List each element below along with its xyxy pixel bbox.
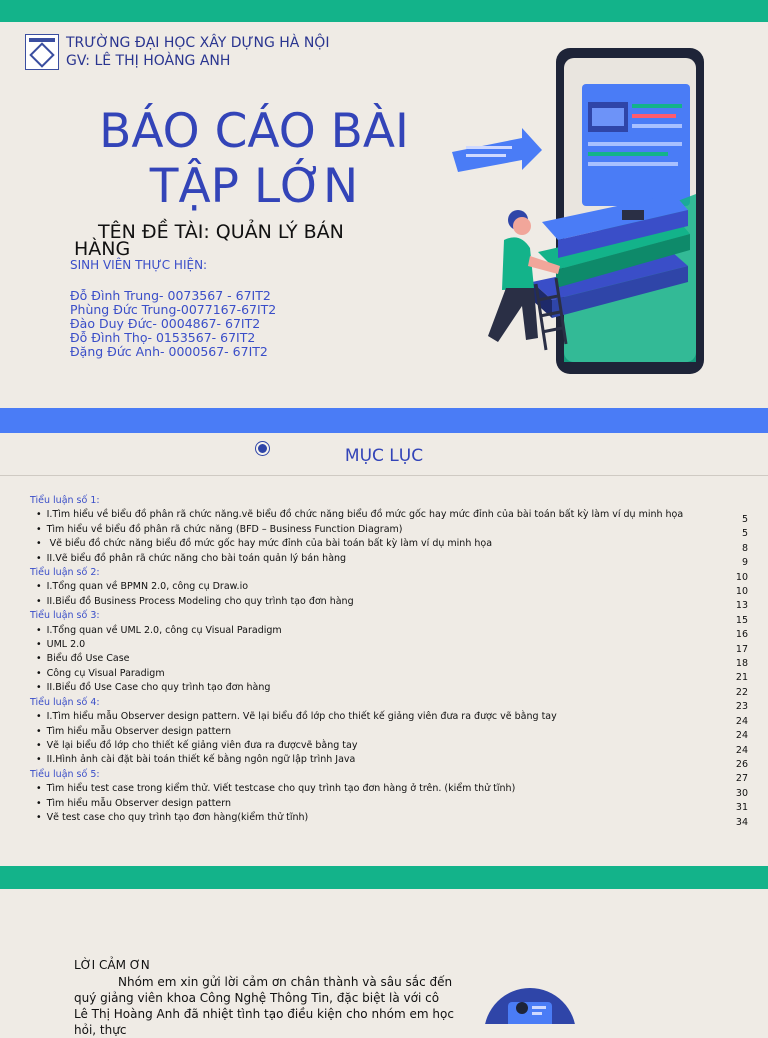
toc-entry[interactable]: • Vẽ test case cho quy trình tạo đơn hàng(kiểm thử tĩnh): [30, 811, 730, 825]
toc-entry[interactable]: • Biểu đồ Use Case: [30, 652, 730, 666]
toc-entry[interactable]: • I.Tổng quan về UML 2.0, công cụ Visual Paradigm: [30, 624, 730, 638]
toc-page-number: 17: [735, 643, 748, 655]
toc-page-number: 5: [741, 514, 748, 525]
report-title: [60, 104, 448, 214]
member-list: [70, 289, 276, 359]
toc-page-number: 24: [735, 730, 748, 742]
toc-entry[interactable]: • I.Tìm hiểu về biểu đồ phân rã chức năng.vẽ biểu đồ chức năng biểu đồ mức gốc hay mức đỉnh của bài toán bất kỳ làm ví dụ minh họa: [30, 508, 730, 522]
member-item: Đỗ Đình Trung- 0073567 - 67IT2: [70, 288, 271, 303]
toc-section-heading[interactable]: Tiểu luận số 1:: [30, 495, 100, 506]
toc-entry[interactable]: • I.Tổng quan về BPMN 2.0, công cụ Draw.io: [30, 580, 730, 594]
toc-entry[interactable]: • Vẽ lại biểu đồ lớp cho thiết kế giảng viên đưa ra đượcvẽ bằng tay: [30, 739, 730, 753]
toc-page-number: 30: [735, 787, 748, 799]
toc-page-number: 10: [735, 571, 748, 583]
toc-entry[interactable]: • Vẽ biểu đồ chức năng biểu đồ mức gốc hay mức đỉnh của bài toán bất kỳ làm ví dụ minh họa: [30, 537, 730, 551]
university-logo: [25, 34, 59, 70]
toc-entry[interactable]: • II.Hình ảnh cài đặt bài toán thiết kế bằng ngôn ngữ lập trình Java: [30, 753, 730, 767]
toc-page-number: 23: [735, 701, 748, 713]
toc-page-number: 16: [735, 629, 748, 641]
toc-page-number: 5: [741, 528, 748, 540]
school-header: [66, 34, 329, 70]
toc-entry[interactable]: • Tìm hiểu về biểu đồ phân rã chức năng (BFD – Business Function Diagram): [30, 523, 730, 537]
toc-page-number: 8: [741, 542, 748, 554]
bottom-accent-bar: [0, 866, 768, 889]
toc-entry[interactable]: • UML 2.0: [30, 638, 730, 652]
toc-page-number: 18: [735, 658, 748, 670]
toc-page-number: 24: [735, 744, 748, 756]
members-label: SINH VIÊN THỰC HIỆN:: [70, 258, 208, 272]
toc-entry[interactable]: • I.Tìm hiểu mẫu Observer design pattern. Vẽ lại biểu đồ lớp cho thiết kế giảng viên đưa ra được vẽ bằng tay: [30, 710, 730, 724]
toc-page-numbers: [718, 513, 748, 830]
report-title-line1: BÁO CÁO BÀI: [99, 104, 409, 159]
toc-page-number: 10: [735, 586, 748, 598]
thanks-body: Nhóm em xin gửi lời cảm ơn chân thành và sâu sắc đến quý giảng viên khoa Công Nghệ Thông Tin, đặc biệt là với cô Lê Thị Hoàng Anh đã nhiệt tình tạo điều kiện cho nhóm em học hỏi, thực: [74, 975, 454, 1037]
toc-entry[interactable]: • II.Vẽ biểu đồ phân rã chức năng cho bài toán quản lý bán hàng: [30, 552, 730, 566]
member-item: Đặng Đức Anh- 0000567- 67IT2: [70, 344, 268, 359]
toc-page-number: 31: [735, 802, 748, 814]
topic-line1: TÊN ĐỀ TÀI: QUẢN LÝ BÁN: [98, 221, 344, 243]
toc-page-number: 13: [735, 600, 748, 612]
toc-page-number: 26: [735, 758, 748, 770]
member-item: Phùng Đức Trung-0077167-67IT2: [70, 302, 277, 317]
member-item: Đào Duy Đức- 0004867- 67IT2: [70, 316, 261, 331]
toc-title: MỤC LỤC: [344, 446, 424, 466]
topic-line2: HÀNG: [74, 238, 131, 260]
member-item: Đỗ Đình Thọ- 0153567- 67IT2: [70, 330, 256, 345]
toc-section-heading[interactable]: Tiểu luận số 2:: [30, 567, 100, 579]
toc-page-number: 15: [735, 614, 748, 626]
topic-heading: [70, 220, 390, 261]
report-title-line2: TẬP LỚN: [149, 159, 359, 214]
toc-list: [30, 494, 730, 825]
toc-entry[interactable]: • Công cụ Visual Paradigm: [30, 667, 730, 681]
toc-entry[interactable]: • II.Biểu đồ Use Case cho quy trình tạo đơn hàng: [30, 681, 730, 695]
phone-books-illustration: [452, 44, 720, 380]
toc-entry[interactable]: • Tìm hiểu test case trong kiểm thử. Viết testcase cho quy trình tạo đơn hàng ở trên. (kiểm thử tĩnh): [30, 782, 730, 796]
section-divider-bar: [0, 408, 768, 433]
school-name: TRƯỜNG ĐẠI HỌC XÂY DỰNG HÀ NỘI: [66, 35, 330, 51]
toc-page-number: 24: [735, 715, 748, 727]
person-avatar-illustration: [482, 986, 578, 1024]
toc-entry[interactable]: • II.Biểu đồ Business Process Modeling cho quy trình tạo đơn hàng: [30, 595, 730, 609]
toc-section-heading[interactable]: Tiểu luận số 3:: [30, 610, 100, 622]
toc-divider-line: [0, 475, 768, 476]
toc-entry[interactable]: • Tìm hiểu mẫu Observer design pattern: [30, 797, 730, 811]
toc-entry[interactable]: • Tìm hiểu mẫu Observer design pattern: [30, 725, 730, 739]
top-accent-bar: [0, 0, 768, 22]
toc-page-number: 34: [735, 816, 748, 828]
thanks-title: LỜI CẢM ƠN: [74, 958, 150, 972]
toc-page-number: 9: [741, 557, 748, 569]
toc-page-number: 21: [735, 672, 748, 684]
toc-section-heading[interactable]: Tiểu luận số 5:: [30, 768, 100, 780]
toc-page-number: 27: [735, 773, 748, 785]
teacher-name: GV: LÊ THỊ HOÀNG ANH: [66, 53, 231, 69]
toc-page-number: 22: [735, 686, 748, 698]
toc-section-heading[interactable]: Tiểu luận số 4:: [30, 696, 100, 708]
